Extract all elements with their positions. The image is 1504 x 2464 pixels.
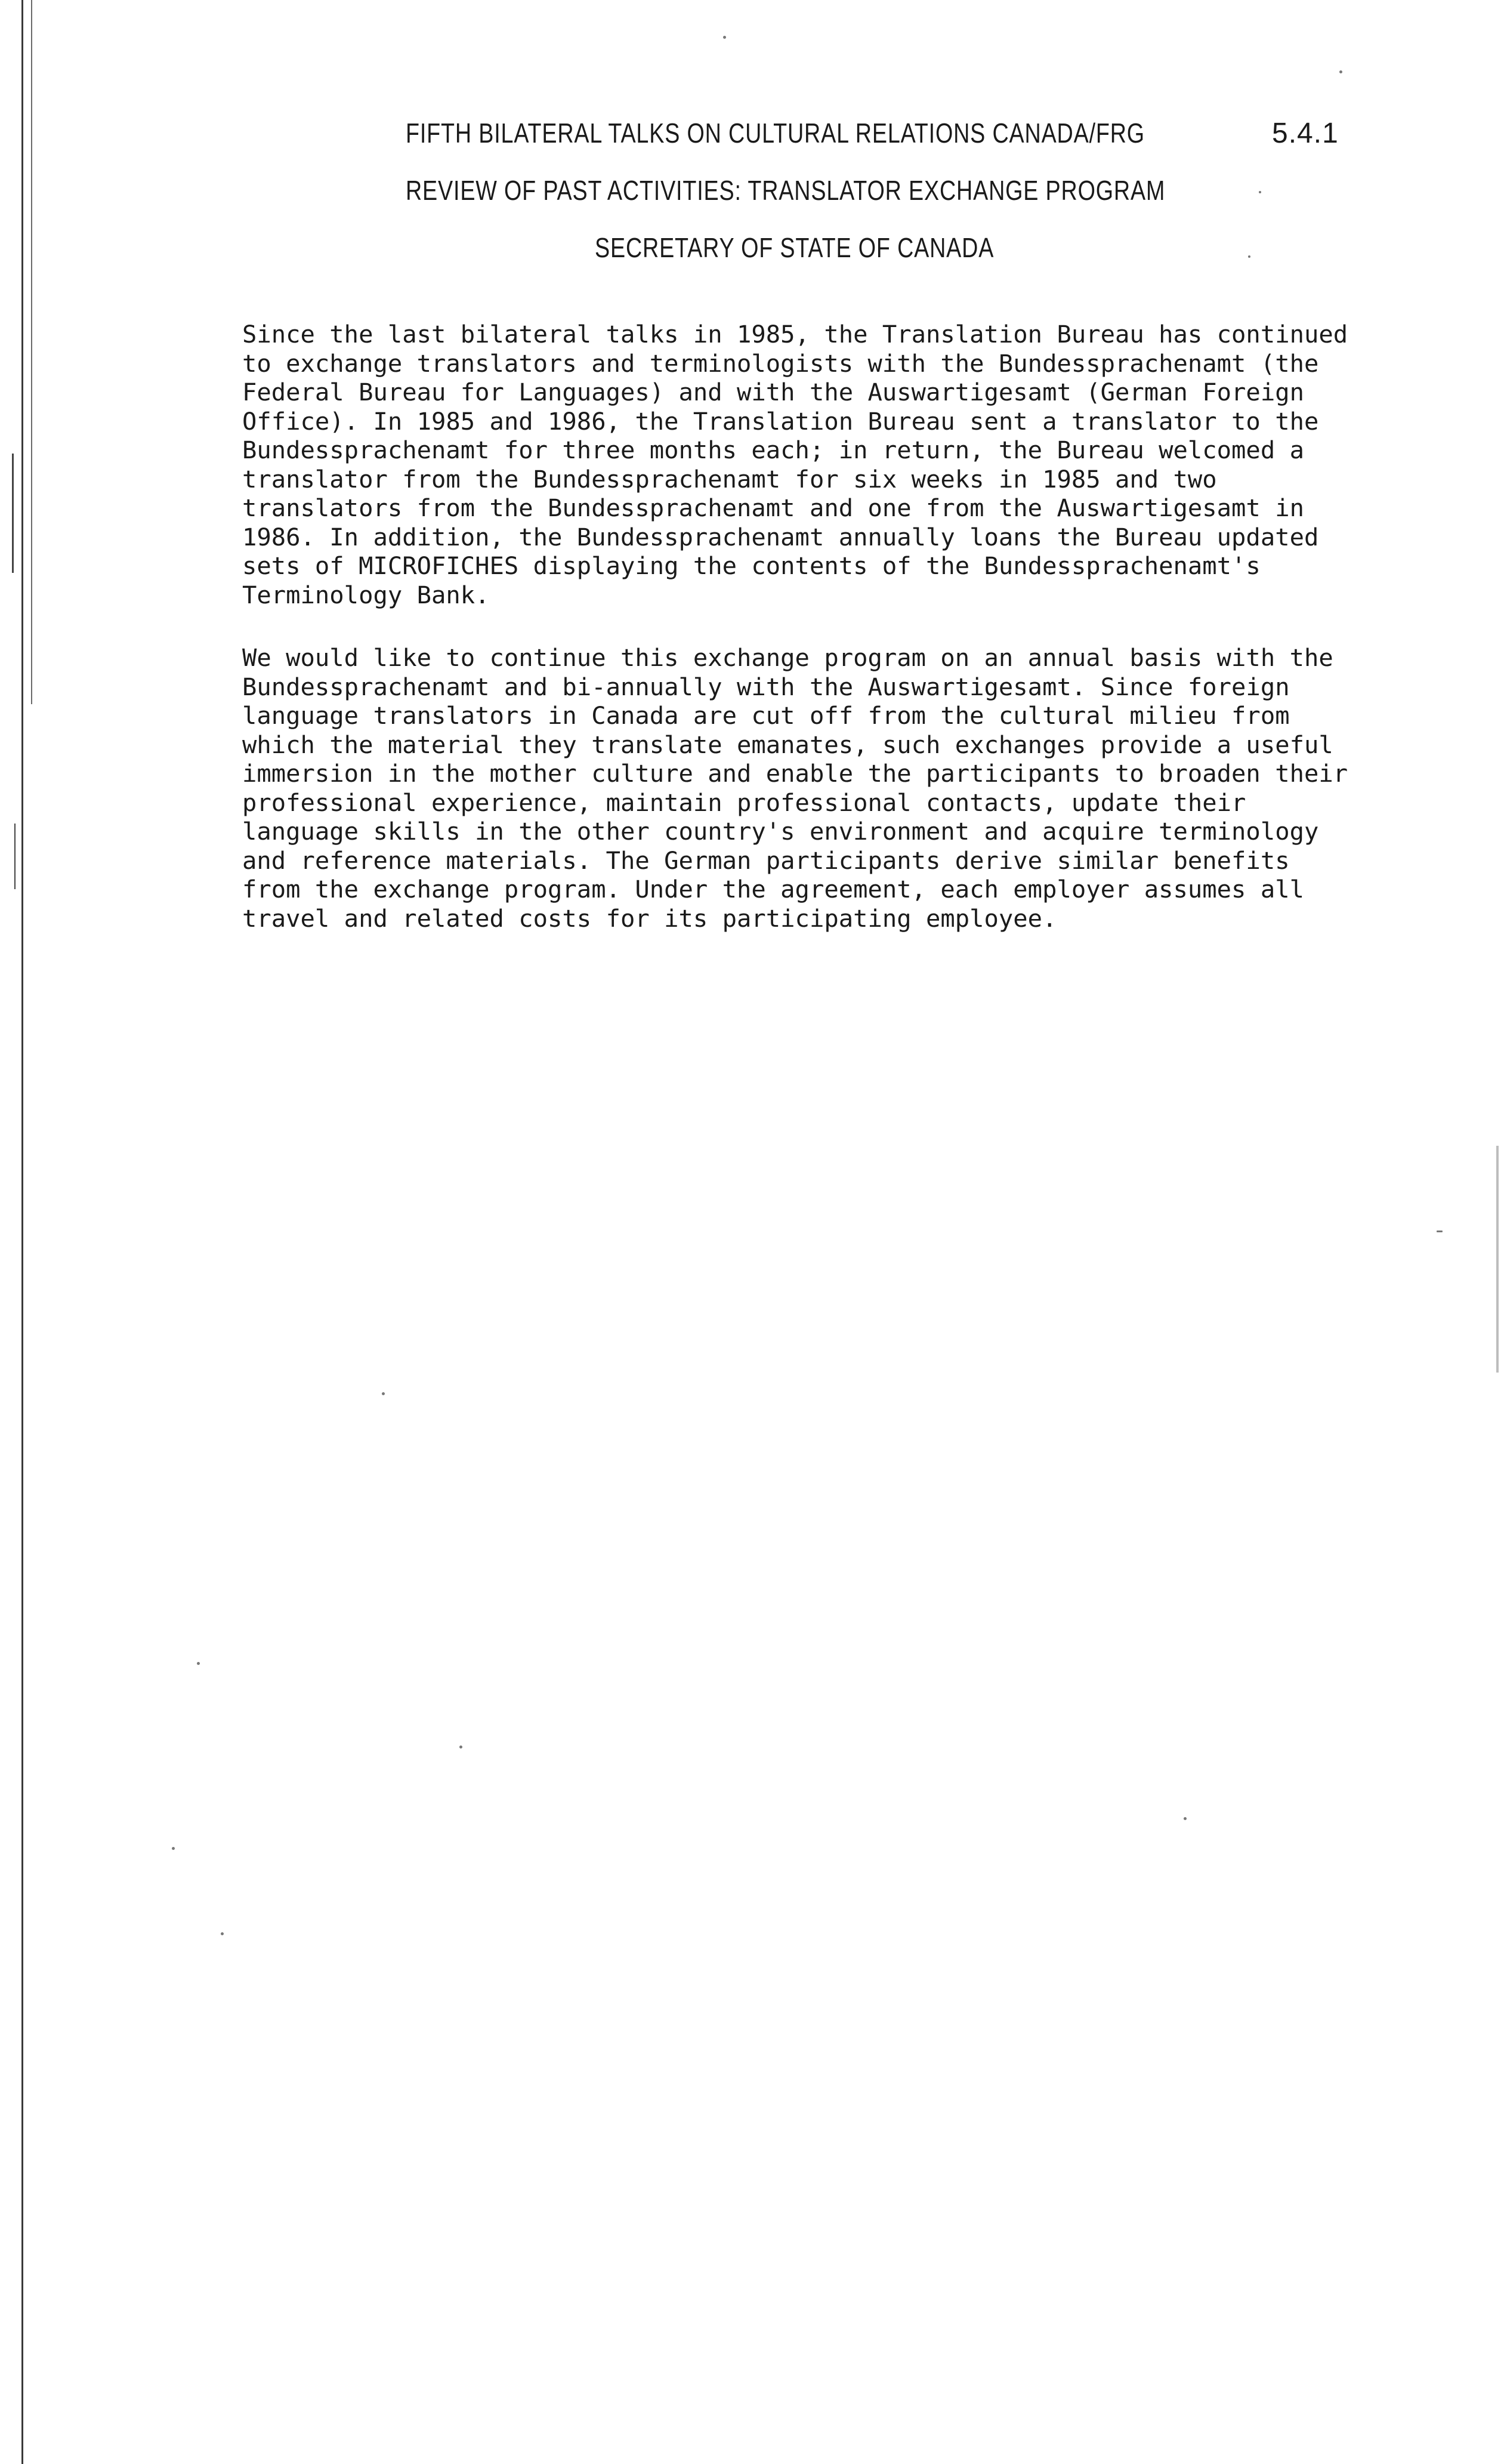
scan-speck (172, 1847, 175, 1850)
scan-speck (1259, 191, 1261, 193)
scan-speck (1248, 255, 1250, 258)
scan-speck (1184, 1817, 1187, 1820)
scan-speck (382, 1392, 385, 1395)
margin-mark (12, 454, 14, 573)
body-paragraph-2: We would like to continue this exchange program on an annual basis with the Bundessprachenamt and bi-annually with the Auswartigesamt. Since foreign language translators in Canada are cut off from the cultural milieu from which the material they translate emanates, such exchanges provide a useful immersion in the mother culture and enable the participants to broaden their professional experience, maintain professional contacts, update their language skills in the other country's environment and acquire terminology and reference materials. The German participants derive similar benefits from the exchange program. Under the agreement, each employer assumes all travel and related costs for its participating employee. (242, 643, 1348, 933)
scan-edge-mark (1496, 1146, 1499, 1373)
scan-speck (221, 1932, 224, 1935)
document-number: 5.4.1 (1272, 118, 1339, 149)
binding-edge-line (21, 0, 23, 2464)
document-title: FIFTH BILATERAL TALKS ON CULTURAL RELATIONS CANADA/FRG (406, 118, 1145, 149)
margin-mark (14, 824, 16, 889)
scan-speck (723, 36, 726, 39)
scan-speck (1339, 70, 1342, 73)
body-paragraph-1: Since the last bilateral talks in 1985, the Translation Bureau has continued to exchange translators and terminologists with the Bundessprachenamt (the Federal Bureau for Languages) and with the Auswartigesamt (German Foreign Office). In 1985 and 1986, the Translation Bureau sent a translator to the Bundessprachenamt for three months each; in return, the Bureau welcomed a translator from the Bundessprachenamt for six weeks in 1985 and two translators from the Bundessprachenamt and one from the Auswartigesamt in 1986. In addition, the Bundessprachenamt annually loans the Bureau updated sets of MICROFICHES displaying the contents of the Bundessprachenamt's Terminology Bank. (242, 320, 1348, 609)
scan-speck (1437, 1231, 1443, 1232)
department-heading: SECRETARY OF STATE OF CANADA (595, 232, 995, 263)
scan-speck (459, 1746, 462, 1748)
scan-speck (197, 1662, 200, 1665)
binding-edge-line-inner (31, 0, 32, 704)
document-subtitle: REVIEW OF PAST ACTIVITIES: TRANSLATOR EXCHANGE PROGRAM (406, 175, 1166, 206)
